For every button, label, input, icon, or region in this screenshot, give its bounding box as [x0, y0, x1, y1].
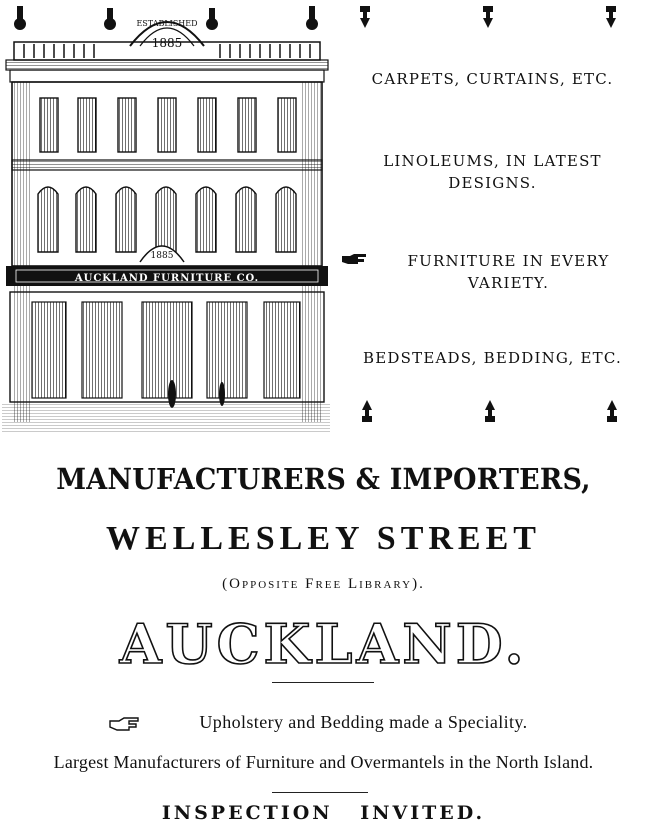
- list-item-carpets: CARPETS, CURTAINS, ETC.: [371, 70, 614, 88]
- hand-ornament-icon: [356, 398, 378, 424]
- arch-text: ESTABLISHED: [136, 19, 198, 28]
- arch-year: 1885: [151, 36, 183, 50]
- list-item-furniture: FURNITURE IN EVERY VARIETY.: [407, 252, 610, 292]
- manufacturers-line: Largest Manufacturers of Furniture and Overmantels in the North Island.: [53, 752, 594, 772]
- hand-ornament-icon: [600, 4, 622, 30]
- location-note: (Opposite Free Library).: [222, 576, 425, 592]
- hand-ornament-icon: [354, 4, 376, 30]
- list-item-linoleums: LINOLEUMS, IN LATEST DESIGNS.: [383, 152, 602, 192]
- pointing-hand-icon: [340, 252, 370, 268]
- headline: MANUFACTURERS & IMPORTERS,: [56, 462, 591, 496]
- hand-ornament-icon: [601, 398, 623, 424]
- building-illustration: [2, 2, 330, 438]
- list-item-bedsteads: BEDSTEADS, BEDDING, ETC.: [363, 349, 622, 367]
- divider: [272, 682, 374, 683]
- inspection-invited: INSPECTION INVITED.: [161, 802, 486, 824]
- hand-ornament-icon: [479, 398, 501, 424]
- sign-text: AUCKLAND FURNITURE CO.: [74, 273, 260, 284]
- hand-ornament-icon: [477, 4, 499, 30]
- city-name: AUCKLAND.: [119, 612, 528, 676]
- speciality-line: Upholstery and Bedding made a Speciality.: [199, 712, 528, 732]
- street-name: WELLESLEY STREET: [106, 520, 541, 557]
- central-year: 1885: [150, 251, 174, 261]
- divider: [272, 792, 368, 793]
